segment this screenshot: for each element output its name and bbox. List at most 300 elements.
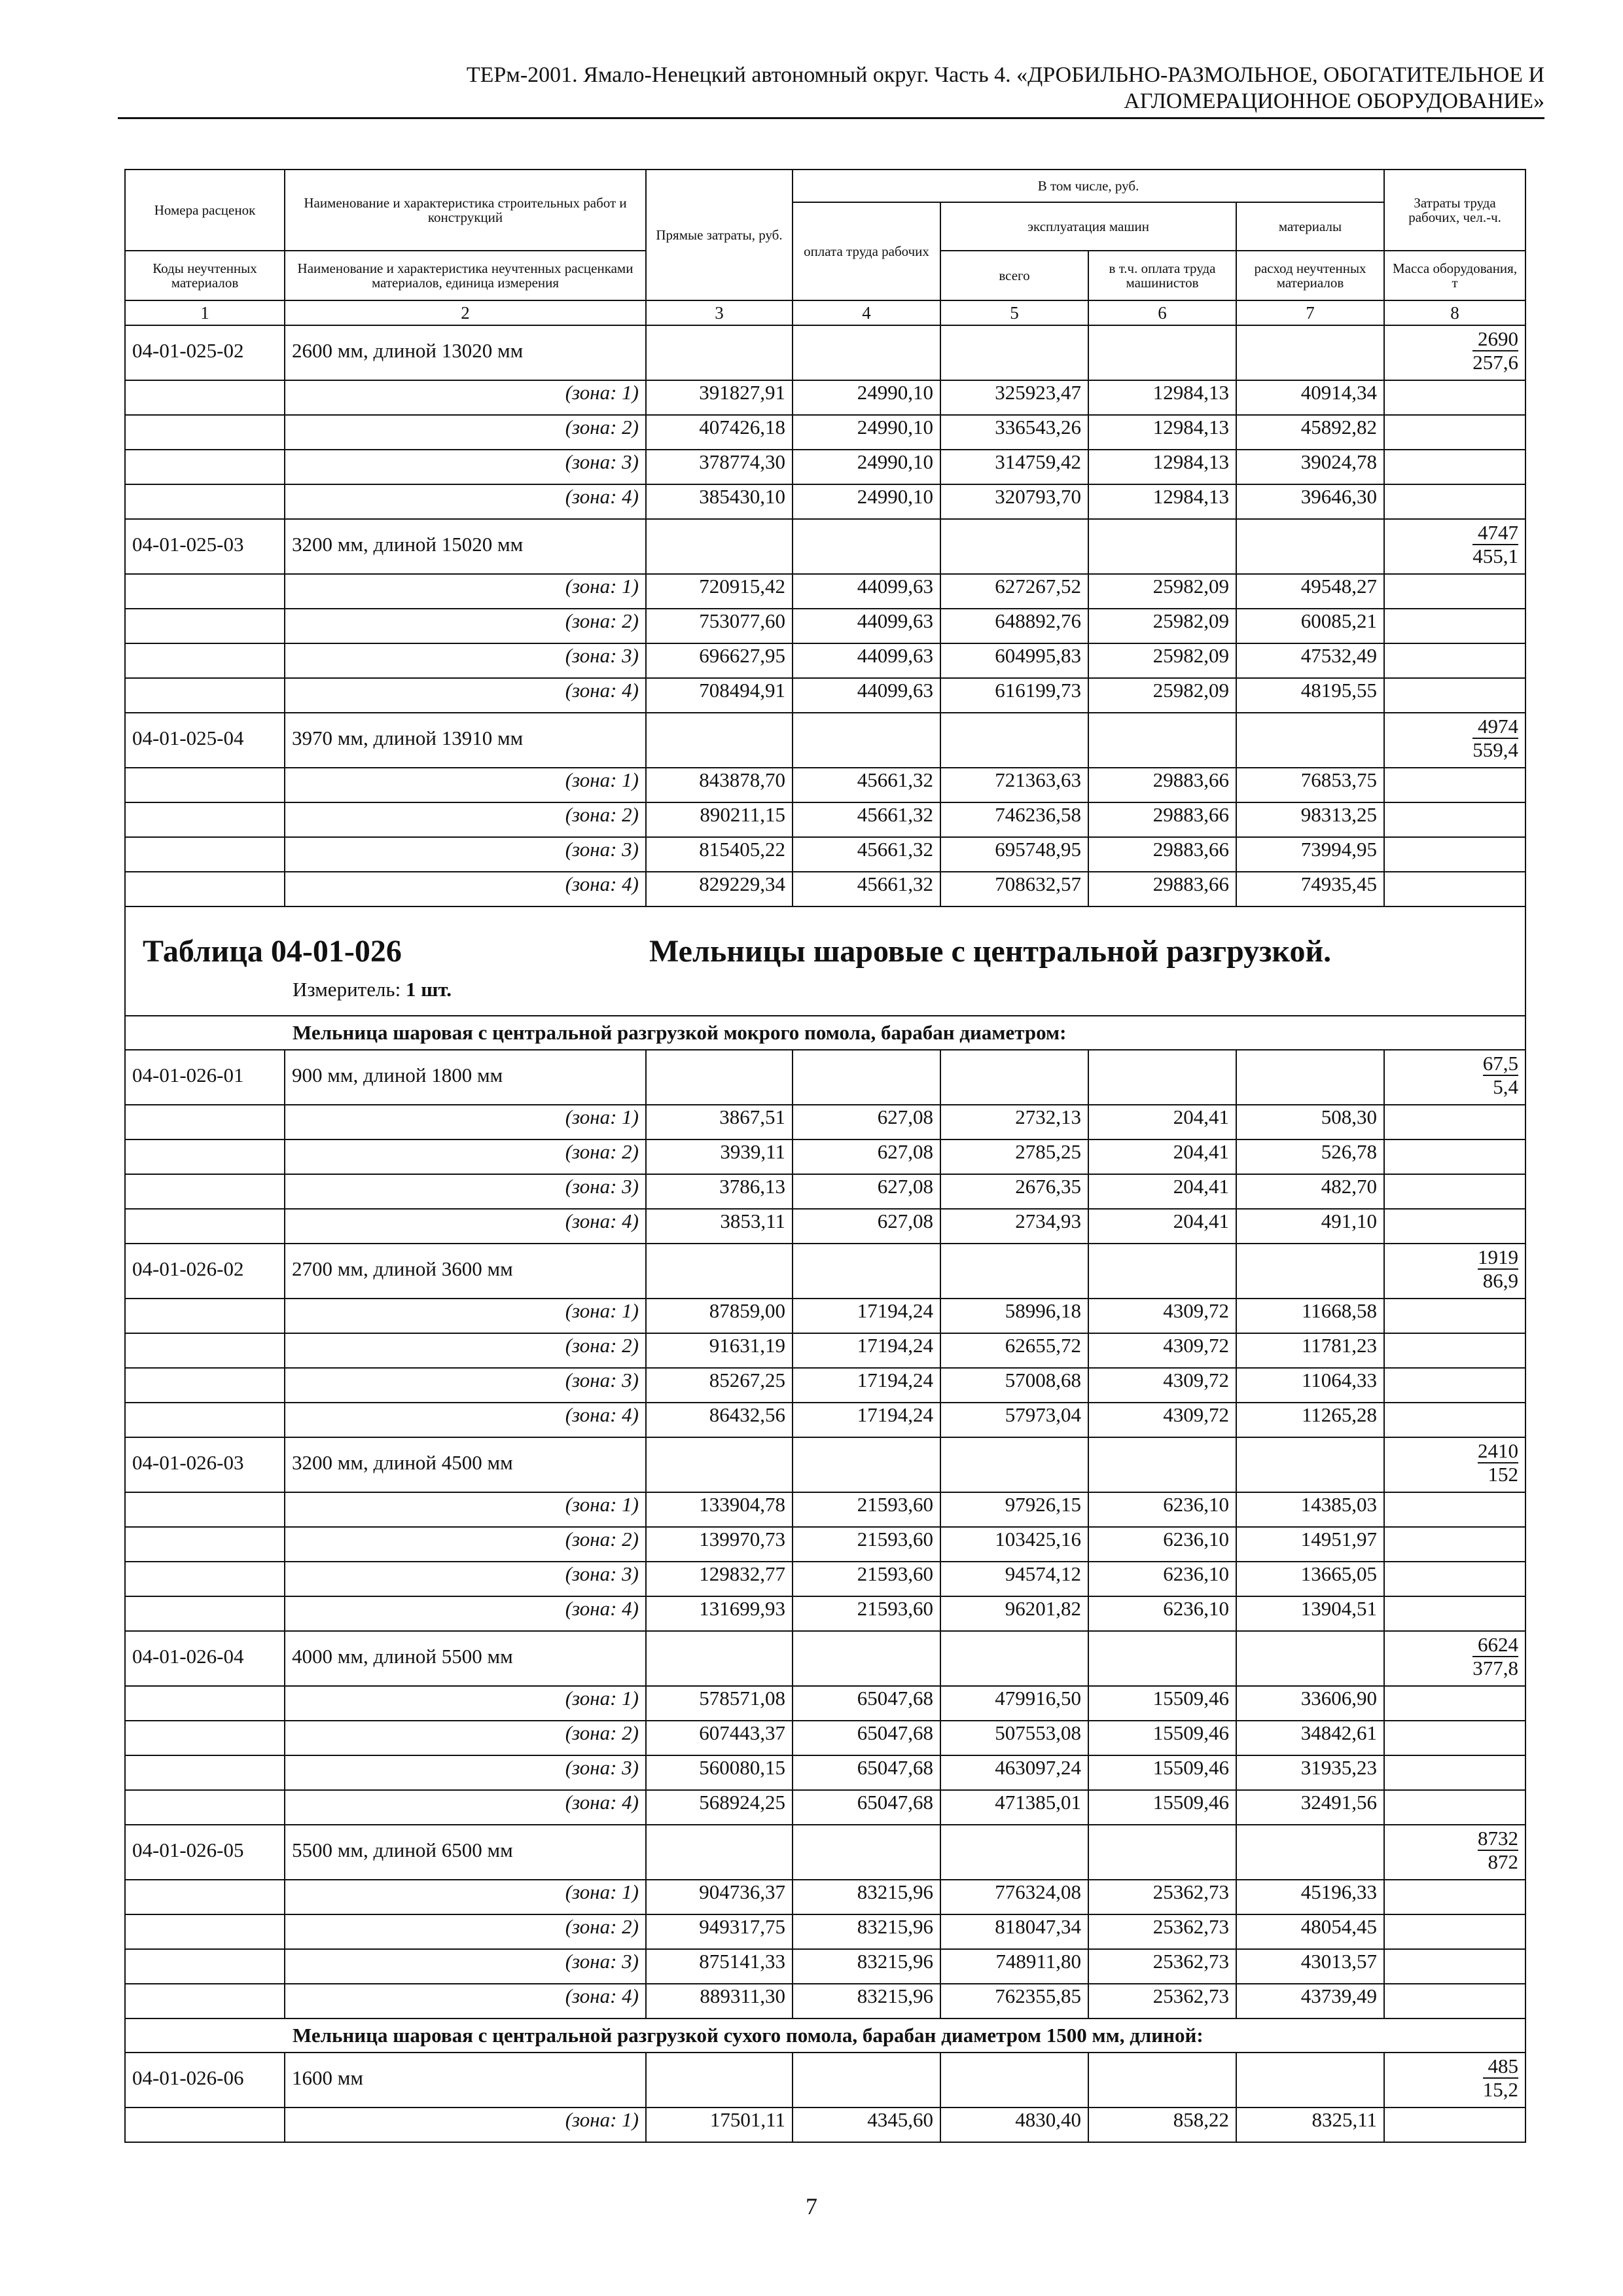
running-header (118, 62, 1544, 119)
value-cell: 21593,60 (793, 1527, 940, 1562)
value-cell: 818047,34 (940, 1914, 1088, 1949)
value-cell: 24990,10 (793, 450, 940, 484)
zone-row (125, 415, 1525, 450)
value-cell: 48054,45 (1236, 1914, 1384, 1949)
value-cell: 76853,75 (1236, 768, 1384, 802)
value-cell: 204,41 (1088, 1209, 1236, 1244)
zone-row (125, 643, 1525, 678)
value-cell: 40914,34 (1236, 380, 1384, 415)
value-cell: 11668,58 (1236, 1299, 1384, 1333)
value-cell: 6236,10 (1088, 1527, 1236, 1562)
value-cell: 762355,85 (940, 1984, 1088, 2018)
value-cell: 815405,22 (646, 837, 793, 872)
value-cell: 74935,45 (1236, 872, 1384, 906)
value-cell: 12984,13 (1088, 415, 1236, 450)
rate-title: 2700 мм, длиной 3600 мм (285, 1244, 646, 1299)
value-cell: 45661,32 (793, 872, 940, 906)
value-cell: 91631,19 (646, 1333, 793, 1368)
value-cell: 949317,75 (646, 1914, 793, 1949)
zone-label: (зона: 4) (285, 1403, 646, 1437)
zone-label: (зона: 1) (285, 1105, 646, 1139)
table-number: Таблица 04-01-026 (143, 934, 402, 969)
labor-mass-fraction (1472, 1634, 1518, 1679)
labor-value: 4974 (1472, 716, 1518, 739)
value-cell: 83215,96 (793, 1914, 940, 1949)
value-cell: 49548,27 (1236, 574, 1384, 609)
value-cell: 43739,49 (1236, 1984, 1384, 2018)
rate-item-row (125, 2053, 1525, 2108)
value-cell: 2732,13 (940, 1105, 1088, 1139)
zone-label: (зона: 1) (285, 574, 646, 609)
header-machines: эксплуатация машин (940, 202, 1236, 251)
value-cell: 14951,97 (1236, 1527, 1384, 1562)
zone-row (125, 1755, 1525, 1790)
value-cell: 129832,77 (646, 1562, 793, 1596)
mass-value: 559,4 (1472, 738, 1519, 761)
rate-code: 04-01-026-03 (125, 1437, 285, 1492)
header-in-total: В том числе, руб. (793, 170, 1384, 202)
zone-label: (зона: 2) (285, 1333, 646, 1368)
measure-label: Измеритель: (293, 978, 401, 1001)
value-cell: 8325,11 (1236, 2108, 1384, 2142)
value-cell: 12984,13 (1088, 450, 1236, 484)
group-heading-row (125, 1016, 1525, 1050)
zone-label: (зона: 3) (285, 837, 646, 872)
value-cell: 12984,13 (1088, 484, 1236, 519)
zone-label: (зона: 2) (285, 1527, 646, 1562)
value-cell: 60085,21 (1236, 609, 1384, 643)
zone-label: (зона: 4) (285, 1984, 646, 2018)
value-cell: 44099,63 (793, 678, 940, 713)
value-cell: 479916,50 (940, 1686, 1088, 1721)
zone-row (125, 1299, 1525, 1333)
value-cell: 43013,57 (1236, 1949, 1384, 1984)
labor-mass-fraction (1483, 1053, 1518, 1098)
value-cell: 648892,76 (940, 609, 1088, 643)
value-cell: 44099,63 (793, 574, 940, 609)
value-cell: 204,41 (1088, 1174, 1236, 1209)
labor-value: 485 (1483, 2056, 1518, 2079)
labor-mass-cell (1384, 1437, 1525, 1492)
zone-label: (зона: 2) (285, 1914, 646, 1949)
zone-label: (зона: 4) (285, 678, 646, 713)
zone-row (125, 380, 1525, 415)
zone-label: (зона: 4) (285, 1790, 646, 1825)
labor-mass-cell (1384, 1244, 1525, 1299)
value-cell: 65047,68 (793, 1755, 940, 1790)
value-cell: 85267,25 (646, 1368, 793, 1403)
value-cell: 25982,09 (1088, 678, 1236, 713)
value-cell: 378774,30 (646, 450, 793, 484)
value-cell: 86432,56 (646, 1403, 793, 1437)
value-cell: 34842,61 (1236, 1721, 1384, 1755)
value-cell: 696627,95 (646, 643, 793, 678)
zone-label: (зона: 4) (285, 872, 646, 906)
value-cell: 904736,37 (646, 1880, 793, 1914)
column-number: 3 (646, 300, 793, 325)
value-cell: 15509,46 (1088, 1755, 1236, 1790)
value-cell: 17194,24 (793, 1299, 940, 1333)
zone-label: (зона: 3) (285, 450, 646, 484)
value-cell: 385430,10 (646, 484, 793, 519)
value-cell: 720915,42 (646, 574, 793, 609)
value-cell: 578571,08 (646, 1686, 793, 1721)
value-cell: 6236,10 (1088, 1562, 1236, 1596)
zone-row (125, 1686, 1525, 1721)
rate-title: 3970 мм, длиной 13910 мм (285, 713, 646, 768)
value-cell: 15509,46 (1088, 1686, 1236, 1721)
value-cell: 721363,63 (940, 768, 1088, 802)
zone-row (125, 1527, 1525, 1562)
zone-row (125, 1914, 1525, 1949)
column-number: 8 (1384, 300, 1525, 325)
rate-code: 04-01-025-03 (125, 519, 285, 574)
zone-label: (зона: 2) (285, 1139, 646, 1174)
value-cell: 45892,82 (1236, 415, 1384, 450)
value-cell: 616199,73 (940, 678, 1088, 713)
rate-item-row (125, 1825, 1525, 1880)
value-cell: 2785,25 (940, 1139, 1088, 1174)
value-cell: 133904,78 (646, 1492, 793, 1527)
rate-item-row (125, 1631, 1525, 1686)
rate-title: 5500 мм, длиной 6500 мм (285, 1825, 646, 1880)
value-cell: 890211,15 (646, 802, 793, 837)
header-direct-costs: Прямые затраты, руб. (646, 170, 793, 300)
value-cell: 4345,60 (793, 2108, 940, 2142)
value-cell: 45661,32 (793, 768, 940, 802)
value-cell: 29883,66 (1088, 872, 1236, 906)
value-cell: 875141,33 (646, 1949, 793, 1984)
rate-code: 04-01-026-02 (125, 1244, 285, 1299)
zone-row (125, 1368, 1525, 1403)
value-cell: 3939,11 (646, 1139, 793, 1174)
value-cell: 627267,52 (940, 574, 1088, 609)
rate-item-row (125, 713, 1525, 768)
labor-value: 1919 (1478, 1246, 1519, 1268)
rate-code: 04-01-025-04 (125, 713, 285, 768)
zone-label: (зона: 1) (285, 380, 646, 415)
value-cell: 14385,03 (1236, 1492, 1384, 1527)
zone-label: (зона: 1) (285, 1492, 646, 1527)
zone-row (125, 768, 1525, 802)
value-cell: 13904,51 (1236, 1596, 1384, 1631)
rate-title: 3200 мм, длиной 15020 мм (285, 519, 646, 574)
value-cell: 708494,91 (646, 678, 793, 713)
measure-value: 1 шт. (405, 978, 452, 1001)
value-cell: 65047,68 (793, 1686, 940, 1721)
zone-label: (зона: 3) (285, 1562, 646, 1596)
value-cell: 44099,63 (793, 609, 940, 643)
value-cell: 96201,82 (940, 1596, 1088, 1631)
value-cell: 83215,96 (793, 1984, 940, 2018)
value-cell: 57973,04 (940, 1403, 1088, 1437)
zone-label: (зона: 3) (285, 1755, 646, 1790)
value-cell: 2734,93 (940, 1209, 1088, 1244)
labor-mass-cell (1384, 519, 1525, 574)
column-number: 4 (793, 300, 940, 325)
value-cell: 746236,58 (940, 802, 1088, 837)
zone-row (125, 1403, 1525, 1437)
zone-row (125, 1880, 1525, 1914)
labor-mass-fraction (1483, 2056, 1518, 2100)
value-cell: 407426,18 (646, 415, 793, 450)
rate-code: 04-01-026-05 (125, 1825, 285, 1880)
header-work-name: Наименование и характеристика строительных работ и конструкций (285, 170, 646, 251)
rate-code: 04-01-026-04 (125, 1631, 285, 1686)
value-cell: 858,22 (1088, 2108, 1236, 2142)
rate-code: 04-01-026-06 (125, 2053, 285, 2108)
value-cell: 3786,13 (646, 1174, 793, 1209)
value-cell: 13665,05 (1236, 1562, 1384, 1596)
header-material-names: Наименование и характеристика неучтенных расценками материалов, единица измерения (285, 251, 646, 300)
value-cell: 11064,33 (1236, 1368, 1384, 1403)
value-cell: 6236,10 (1088, 1596, 1236, 1631)
value-cell: 560080,15 (646, 1755, 793, 1790)
page-number: 7 (806, 2193, 817, 2219)
zone-row (125, 484, 1525, 519)
value-cell: 15509,46 (1088, 1790, 1236, 1825)
value-cell: 4309,72 (1088, 1403, 1236, 1437)
zone-row (125, 802, 1525, 837)
rate-title: 1600 мм (285, 2053, 646, 2108)
value-cell: 204,41 (1088, 1105, 1236, 1139)
value-cell: 25982,09 (1088, 643, 1236, 678)
rate-title: 900 мм, длиной 1800 мм (285, 1050, 646, 1105)
value-cell: 83215,96 (793, 1880, 940, 1914)
value-cell: 39024,78 (1236, 450, 1384, 484)
value-cell: 4309,72 (1088, 1368, 1236, 1403)
value-cell: 44099,63 (793, 643, 940, 678)
header-equipment-mass: Масса оборудования, т (1384, 251, 1525, 300)
table-name: Мельницы шаровые с центральной разгрузкой. (649, 934, 1332, 969)
zone-label: (зона: 3) (285, 1949, 646, 1984)
zone-label: (зона: 3) (285, 1368, 646, 1403)
header-materials: материалы (1236, 202, 1384, 251)
rate-item-row (125, 1050, 1525, 1105)
value-cell: 526,78 (1236, 1139, 1384, 1174)
zone-row (125, 837, 1525, 872)
value-cell: 508,30 (1236, 1105, 1384, 1139)
mass-value: 377,8 (1472, 1657, 1519, 1679)
zone-label: (зона: 1) (285, 1299, 646, 1333)
value-cell: 708632,57 (940, 872, 1088, 906)
labor-mass-cell (1384, 325, 1525, 380)
table-title-block (126, 907, 1525, 1015)
rate-code: 04-01-026-01 (125, 1050, 285, 1105)
value-cell: 336543,26 (940, 415, 1088, 450)
value-cell: 31935,23 (1236, 1755, 1384, 1790)
mass-value: 872 (1488, 1850, 1519, 1873)
value-cell: 98313,25 (1236, 802, 1384, 837)
value-cell: 94574,12 (940, 1562, 1088, 1596)
value-cell: 25362,73 (1088, 1984, 1236, 2018)
running-header-line2: АГЛОМЕРАЦИОННОЕ ОБОРУДОВАНИЕ» (1124, 89, 1544, 113)
rate-title: 2600 мм, длиной 13020 мм (285, 325, 646, 380)
header-material-codes: Коды неучтенных материалов (125, 251, 285, 300)
zone-row (125, 1721, 1525, 1755)
value-cell: 45661,32 (793, 802, 940, 837)
rate-title: 4000 мм, длиной 5500 мм (285, 1631, 646, 1686)
value-cell: 131699,93 (646, 1596, 793, 1631)
header-machines-total: всего (940, 251, 1088, 300)
labor-value: 8732 (1478, 1827, 1519, 1850)
value-cell: 21593,60 (793, 1562, 940, 1596)
value-cell: 391827,91 (646, 380, 793, 415)
value-cell: 62655,72 (940, 1333, 1088, 1368)
running-header-line1: ТЕРм-2001. Ямало-Ненецкий автономный округ. Часть 4. «ДРОБИЛЬНО-РАЗМОЛЬНОЕ, ОБОГАТИТЕЛЬНОЕ И (466, 63, 1544, 87)
value-cell: 25362,73 (1088, 1880, 1236, 1914)
zone-row (125, 1596, 1525, 1631)
value-cell: 45661,32 (793, 837, 940, 872)
value-cell: 48195,55 (1236, 678, 1384, 713)
value-cell: 45196,33 (1236, 1880, 1384, 1914)
value-cell: 471385,01 (940, 1790, 1088, 1825)
value-cell: 627,08 (793, 1209, 940, 1244)
labor-mass-fraction (1472, 329, 1518, 373)
header-labor-costs: Затраты труда рабочих, чел.-ч. (1384, 170, 1525, 251)
zone-label: (зона: 2) (285, 802, 646, 837)
value-cell: 58996,18 (940, 1299, 1088, 1333)
column-numbers-row (125, 300, 1525, 325)
zone-row (125, 1492, 1525, 1527)
value-cell: 604995,83 (940, 643, 1088, 678)
value-cell: 97926,15 (940, 1492, 1088, 1527)
value-cell: 15509,46 (1088, 1721, 1236, 1755)
labor-mass-cell (1384, 2053, 1525, 2108)
zone-row (125, 1984, 1525, 2018)
zone-row (125, 872, 1525, 906)
value-cell: 748911,80 (940, 1949, 1088, 1984)
value-cell: 627,08 (793, 1139, 940, 1174)
value-cell: 33606,90 (1236, 1686, 1384, 1721)
table-title-row (125, 906, 1525, 1016)
value-cell: 139970,73 (646, 1527, 793, 1562)
zone-row (125, 1105, 1525, 1139)
rate-code: 04-01-025-02 (125, 325, 285, 380)
labor-mass-fraction (1478, 1247, 1518, 1291)
table-measure (293, 978, 452, 1001)
value-cell: 65047,68 (793, 1721, 940, 1755)
value-cell: 843878,70 (646, 768, 793, 802)
value-cell: 25982,09 (1088, 574, 1236, 609)
column-number: 7 (1236, 300, 1384, 325)
value-cell: 17194,24 (793, 1368, 940, 1403)
zone-label: (зона: 2) (285, 609, 646, 643)
value-cell: 17194,24 (793, 1333, 940, 1368)
value-cell: 11265,28 (1236, 1403, 1384, 1437)
value-cell: 829229,34 (646, 872, 793, 906)
zone-row (125, 574, 1525, 609)
value-cell: 17501,11 (646, 2108, 793, 2142)
value-cell: 507553,08 (940, 1721, 1088, 1755)
value-cell: 17194,24 (793, 1403, 940, 1437)
header-worker-pay: оплата труда рабочих (793, 202, 940, 300)
value-cell: 39646,30 (1236, 484, 1384, 519)
value-cell: 4830,40 (940, 2108, 1088, 2142)
zone-row (125, 1949, 1525, 1984)
value-cell: 32491,56 (1236, 1790, 1384, 1825)
header-unaccounted-materials: расход неучтенных материалов (1236, 251, 1384, 300)
column-number: 6 (1088, 300, 1236, 325)
value-cell: 29883,66 (1088, 768, 1236, 802)
value-cell: 607443,37 (646, 1721, 793, 1755)
rate-title: 3200 мм, длиной 4500 мм (285, 1437, 646, 1492)
value-cell: 3853,11 (646, 1209, 793, 1244)
mass-value: 15,2 (1482, 2078, 1519, 2101)
value-cell: 103425,16 (940, 1527, 1088, 1562)
value-cell: 325923,47 (940, 380, 1088, 415)
mass-value: 86,9 (1482, 1269, 1519, 1292)
value-cell: 627,08 (793, 1174, 940, 1209)
labor-value: 4747 (1472, 522, 1518, 545)
rate-item-row (125, 325, 1525, 380)
value-cell: 73994,95 (1236, 837, 1384, 872)
zone-label: (зона: 1) (285, 1686, 646, 1721)
value-cell: 2676,35 (940, 1174, 1088, 1209)
rate-item-row (125, 1437, 1525, 1492)
labor-mass-fraction (1472, 522, 1518, 567)
labor-mass-cell (1384, 713, 1525, 768)
value-cell: 25982,09 (1088, 609, 1236, 643)
value-cell: 6236,10 (1088, 1492, 1236, 1527)
value-cell: 568924,25 (646, 1790, 793, 1825)
group-heading-row (125, 2018, 1525, 2053)
zone-label: (зона: 1) (285, 768, 646, 802)
value-cell: 12984,13 (1088, 380, 1236, 415)
value-cell: 47532,49 (1236, 643, 1384, 678)
rate-item-row (125, 519, 1525, 574)
column-number: 2 (285, 300, 646, 325)
zone-row (125, 1209, 1525, 1244)
group-heading-wet: Мельница шаровая с центральной разгрузкой мокрого помола, барабан диаметром: (125, 1016, 1525, 1050)
labor-mass-fraction (1478, 1828, 1518, 1873)
zone-label: (зона: 1) (285, 1880, 646, 1914)
labor-value: 6624 (1472, 1634, 1518, 1657)
value-cell: 463097,24 (940, 1755, 1088, 1790)
value-cell: 29883,66 (1088, 837, 1236, 872)
value-cell: 65047,68 (793, 1790, 940, 1825)
value-cell: 29883,66 (1088, 802, 1236, 837)
mass-value: 152 (1488, 1463, 1519, 1486)
header-row-1 (125, 170, 1525, 202)
value-cell: 3867,51 (646, 1105, 793, 1139)
mass-value: 5,4 (1493, 1075, 1519, 1098)
zone-row (125, 1790, 1525, 1825)
value-cell: 204,41 (1088, 1139, 1236, 1174)
zone-label: (зона: 4) (285, 1596, 646, 1631)
header-operator-pay: в т.ч. оплата труда машинистов (1088, 251, 1236, 300)
zone-row (125, 609, 1525, 643)
header-rate-numbers: Номера расценок (125, 170, 285, 251)
value-cell: 57008,68 (940, 1368, 1088, 1403)
value-cell: 21593,60 (793, 1596, 940, 1631)
zone-label: (зона: 1) (285, 2108, 646, 2142)
value-cell: 4309,72 (1088, 1333, 1236, 1368)
value-cell: 695748,95 (940, 837, 1088, 872)
zone-row (125, 1174, 1525, 1209)
zone-row (125, 2108, 1525, 2142)
value-cell: 21593,60 (793, 1492, 940, 1527)
value-cell: 627,08 (793, 1105, 940, 1139)
zone-label: (зона: 3) (285, 643, 646, 678)
zone-label: (зона: 2) (285, 415, 646, 450)
labor-mass-cell (1384, 1825, 1525, 1880)
rates-table (124, 169, 1526, 2143)
column-number: 1 (125, 300, 285, 325)
value-cell: 24990,10 (793, 380, 940, 415)
value-cell: 25362,73 (1088, 1949, 1236, 1984)
value-cell: 25362,73 (1088, 1914, 1236, 1949)
